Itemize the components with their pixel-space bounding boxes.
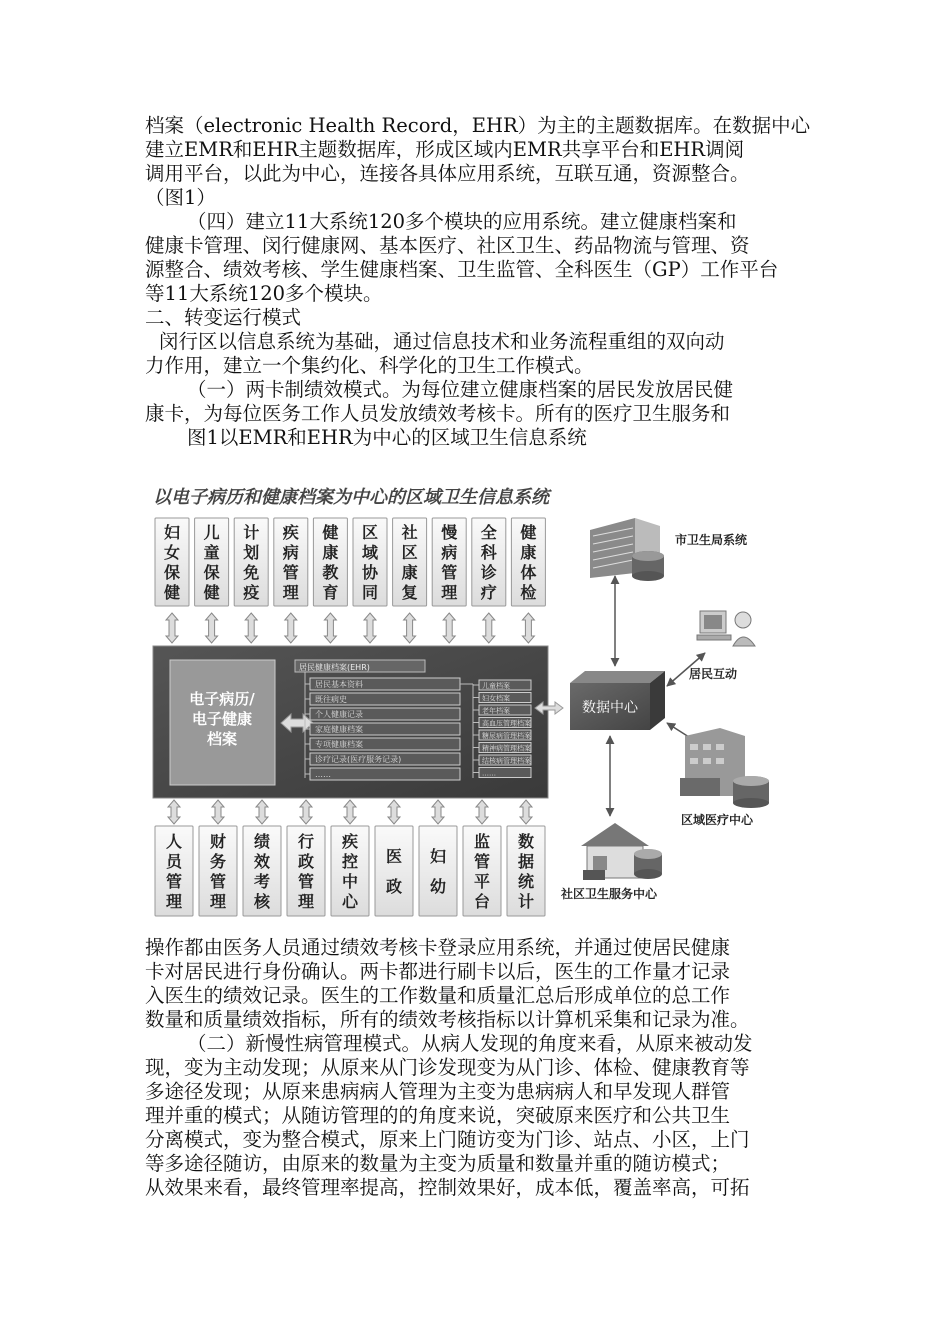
tree-sub-item-label: 妇女档案 <box>482 694 510 703</box>
text-line: 入医生的绩效记录。医生的工作数量和质量汇总后形成单位的总工作 <box>145 984 731 1007</box>
text-line: 调用平台，以此为中心，连接各具体应用系统，互联互通，资源整合。 <box>145 162 750 185</box>
double-arrow-icon <box>364 613 376 643</box>
module-label-char: 平 <box>473 872 491 891</box>
node-label-resident: 居民互动 <box>689 667 738 681</box>
module-label-char: 管 <box>441 563 458 582</box>
module-label-char: 病 <box>282 543 299 562</box>
module-label-char: 健 <box>520 523 537 542</box>
module-label-char: 康 <box>322 543 339 562</box>
tree-item <box>305 693 460 705</box>
tree-sub-item-label: 糖尿病管理档案 <box>482 732 531 740</box>
tree-item-label: 既往病史 <box>315 695 347 704</box>
module-label-char: 疗 <box>480 583 497 602</box>
tree-item-label: …… <box>315 770 331 779</box>
double-arrow-icon <box>212 800 224 824</box>
top-module-box <box>511 518 545 606</box>
module-label-char: 员 <box>165 852 183 871</box>
module-label-char: 疾 <box>341 832 359 851</box>
module-label-char: 计 <box>517 892 535 911</box>
module-label-char: 数 <box>517 832 535 851</box>
tree-sub-item-label: 高血压管理档案 <box>482 719 531 728</box>
text-line: 现，变为主动发现；从原来从门诊发现变为从门诊、体检、健康教育等 <box>145 1056 750 1079</box>
text-line: 康卡，为每位医务工作人员发放绩效考核卡。所有的医疗卫生服务和 <box>145 402 731 425</box>
module-label-char: 考 <box>253 872 271 891</box>
tree-item <box>305 768 460 780</box>
text-line: 等11大系统120多个模块。 <box>145 282 383 305</box>
tree-sub-item <box>473 693 531 703</box>
tree-item-label: 诊疗记录(医疗服务记录) <box>315 755 402 764</box>
double-arrow-icon <box>476 800 488 824</box>
module-label-char: 绩 <box>253 832 271 851</box>
text-line: 源整合、绩效考核、学生健康档案、卫生监管、全科医生（GP）工作平台 <box>145 258 779 281</box>
module-label-char: 管 <box>282 563 299 582</box>
node-label-regional: 区域医疗中心 <box>681 813 754 827</box>
figure-caption: 图1以EMR和EHR为中心的区域卫生信息系统 <box>187 426 587 449</box>
module-label-char: 政 <box>297 852 315 871</box>
module-label-char: 教 <box>322 563 339 582</box>
double-arrow-icon <box>522 613 534 643</box>
text-line: 从效果来看，最终管理率提高，控制效果好，成本低，覆盖率高，可拓 <box>145 1176 750 1199</box>
text-line: （四）建立11大系统120多个模块的应用系统。建立健康档案和 <box>187 210 737 233</box>
text-line: （一）两卡制绩效模式。为每位建立健康档案的居民发放居民健 <box>187 378 734 401</box>
module-label-char: 女 <box>163 543 181 562</box>
tree-sub-item-label: 儿童档案 <box>482 682 510 690</box>
bottom-module-box <box>507 826 545 916</box>
bottom-module-box <box>155 826 193 916</box>
module-label-char: 监 <box>473 832 491 851</box>
module-label-char: 育 <box>322 583 339 602</box>
double-arrow-icon <box>256 800 268 824</box>
double-arrow-icon <box>300 800 312 824</box>
module-label-char: 保 <box>203 563 220 582</box>
double-arrow-icon <box>285 613 297 643</box>
tree-item <box>305 708 460 720</box>
text-block-top <box>145 114 811 450</box>
bottom-module-box <box>463 826 501 916</box>
bottom-module-box <box>419 826 457 916</box>
double-arrow-icon <box>388 800 400 824</box>
tree-sub-item-label: 老年档案 <box>482 707 510 715</box>
top-module-box <box>155 518 189 606</box>
top-module-box <box>353 518 387 606</box>
text-line: （图1） <box>145 186 216 209</box>
module-label-char: 理 <box>209 892 227 911</box>
module-label-char: 同 <box>361 583 379 602</box>
text-block-bottom <box>145 936 811 1200</box>
top-module-box <box>274 518 308 606</box>
text-line: 建立EMR和EHR主题数据库，形成区域内EMR共享平台和EHR调阅 <box>145 138 745 161</box>
text-line: 档案（electronic Health Record，EHR）为主的主题数据库。在数据中心 <box>145 114 811 137</box>
tree-root <box>295 660 425 672</box>
tree-item <box>305 738 460 750</box>
module-label-char: 社 <box>401 523 418 542</box>
tree-item-label: 家庭健康档案 <box>315 725 363 734</box>
module-label-char: 管 <box>473 852 491 871</box>
module-label-char: 健 <box>203 583 220 602</box>
module-label-char: 保 <box>163 563 181 582</box>
double-arrow-icon <box>520 800 532 824</box>
module-label-char: 区 <box>361 523 379 542</box>
module-label-char: 据 <box>517 852 535 871</box>
module-label-char: 中 <box>341 872 359 891</box>
module-label-char: 务 <box>209 852 227 871</box>
section-heading: 二、转变运行模式 <box>145 306 302 329</box>
node-label-community: 社区卫生服务中心 <box>561 887 658 901</box>
module-label-char: 疾 <box>282 523 299 542</box>
module-label-char: 慢 <box>441 523 458 542</box>
bottom-module-box <box>375 826 413 916</box>
module-label-char: 医 <box>385 847 403 866</box>
tree-sub-item <box>473 705 531 715</box>
module-label-char: 域 <box>361 543 379 562</box>
node-label-city: 市卫生局系统 <box>675 533 748 547</box>
text-line: 多途径发现；从原来患病病人管理为主变为患病病人和早发现人群管 <box>145 1080 731 1103</box>
tree-item <box>305 723 460 735</box>
text-line: 力作用，建立一个集约化、科学化的卫生工作模式。 <box>145 354 594 377</box>
module-label-char: 健 <box>322 523 339 542</box>
module-label-char: 健 <box>163 583 181 602</box>
top-module-box <box>472 518 506 606</box>
tree-item <box>305 753 460 765</box>
module-label-char: 管 <box>165 872 183 891</box>
text-line: 闵行区以信息系统为基础，通过信息技术和业务流程重组的双向动 <box>159 330 725 353</box>
module-label-char: 体 <box>520 563 537 582</box>
double-arrow-icon <box>245 613 257 643</box>
tree-sub-item <box>473 743 531 753</box>
double-arrow-icon <box>432 800 444 824</box>
tree-sub-item-label: 结核病管理档案 <box>482 757 531 765</box>
text-line: 卡对居民进行身份确认。两卡都进行刷卡以后，医生的工作量才记录 <box>145 960 731 983</box>
core-label-line: 电子健康 <box>191 710 253 728</box>
top-module-box <box>313 518 347 606</box>
double-arrow-icon <box>344 800 356 824</box>
module-label-char: 疫 <box>243 583 260 602</box>
module-label-char: 理 <box>297 892 315 911</box>
bottom-module-box <box>287 826 325 916</box>
module-label-char: 效 <box>253 852 271 871</box>
text-line: 理并重的模式；从随访管理的的角度来说，突破原来医疗和公共卫生 <box>145 1104 731 1127</box>
bottom-module-box <box>331 826 369 916</box>
bottom-module-box <box>199 826 237 916</box>
tree-sub-item <box>473 680 531 690</box>
module-label-char: 童 <box>203 543 220 562</box>
tree-sub-item-label: …… <box>482 769 496 778</box>
building-icon <box>590 518 664 581</box>
tree-sub-item <box>473 718 531 728</box>
module-label-char: 妇 <box>163 523 181 542</box>
module-label-char: 检 <box>520 583 537 602</box>
text-line: （二）新慢性病管理模式。从病人发现的角度来看，从原来被动发 <box>187 1032 753 1055</box>
module-label-char: 政 <box>385 877 403 896</box>
text-line: 健康卡管理、闵行健康网、基本医疗、社区卫生、药品物流与管理、资 <box>145 234 750 257</box>
double-arrow-icon <box>168 800 180 824</box>
bottom-arrows <box>168 800 532 824</box>
double-arrow-icon <box>483 613 495 643</box>
text-line: 数量和质量绩效指标，所有的绩效考核指标以计算机采集和记录为准。 <box>145 1008 750 1031</box>
bottom-module-row <box>155 826 545 916</box>
module-label-char: 行 <box>297 832 315 851</box>
top-module-row <box>155 518 545 606</box>
data-center-cube <box>570 671 665 730</box>
house-icon <box>581 823 662 880</box>
hospital-icon <box>680 728 769 808</box>
text-line: 等多途径随访，由原来的数量为主变为质量和数量并重的随访模式； <box>145 1152 731 1175</box>
figure-title: 以电子病历和健康档案为中心的区域卫生信息系统 <box>153 487 549 508</box>
module-label-char: 台 <box>473 892 491 911</box>
double-arrow-icon <box>404 613 416 643</box>
module-label-char: 控 <box>341 852 359 871</box>
module-label-char: 科 <box>480 543 497 562</box>
tree-item-label: 个人健康记录 <box>315 710 363 719</box>
core-label-line: 档案 <box>206 730 238 748</box>
module-label-char: 人 <box>165 832 183 851</box>
tree-sub-item <box>473 755 531 765</box>
module-label-char: 儿 <box>203 523 220 542</box>
computer-user-icon <box>697 611 755 646</box>
module-label-char: 理 <box>441 583 458 602</box>
module-label-char: 全 <box>480 523 497 542</box>
text-line: 分离模式，变为整合模式，原来上门随访变为门诊、站点、小区，上门 <box>145 1128 750 1151</box>
top-module-box <box>432 518 466 606</box>
module-label-char: 财 <box>209 832 227 851</box>
module-label-char: 计 <box>243 523 260 542</box>
figure-diagram <box>145 478 805 923</box>
module-label-char: 康 <box>520 543 537 562</box>
module-label-char: 康 <box>401 563 418 582</box>
core-label-line: 电子病历/ <box>189 690 255 708</box>
module-label-char: 统 <box>517 872 535 891</box>
module-label-char: 复 <box>401 583 418 602</box>
tree-item-label: 居民基本资料 <box>315 680 363 689</box>
tree-sub-item <box>473 768 531 778</box>
module-label-char: 病 <box>441 543 458 562</box>
module-label-char: 协 <box>361 563 379 582</box>
module-label-char: 妇 <box>429 847 447 866</box>
text-line: 操作都由医务人员通过绩效考核卡登录应用系统，并通过使居民健康 <box>145 936 731 959</box>
tree-sub-item-label: 精神病管理档案 <box>482 744 531 753</box>
module-label-char: 核 <box>253 892 271 911</box>
top-arrows <box>166 613 534 643</box>
bottom-module-box <box>243 826 281 916</box>
double-arrow-icon <box>443 613 455 643</box>
module-label-char: 诊 <box>480 563 497 582</box>
top-module-box <box>234 518 268 606</box>
top-module-box <box>195 518 229 606</box>
double-arrow-icon <box>324 613 336 643</box>
module-label-char: 区 <box>401 543 418 562</box>
module-label-char: 心 <box>341 892 359 911</box>
module-label-char: 幼 <box>429 877 447 896</box>
module-label-char: 免 <box>243 563 260 582</box>
module-label-char: 理 <box>165 892 183 911</box>
double-arrow-icon <box>166 613 178 643</box>
tree-item-label: 专项健康档案 <box>315 740 363 749</box>
module-label-char: 划 <box>243 543 260 562</box>
data-center-label: 数据中心 <box>582 700 638 716</box>
tree-item <box>305 678 460 690</box>
double-arrow-icon <box>206 613 218 643</box>
module-label-char: 管 <box>297 872 315 891</box>
module-label-char: 管 <box>209 872 227 891</box>
top-module-box <box>393 518 427 606</box>
tree-sub-item <box>473 730 531 740</box>
tree-root-label: 居民健康档案(EHR) <box>299 663 370 672</box>
module-label-char: 理 <box>282 583 299 602</box>
